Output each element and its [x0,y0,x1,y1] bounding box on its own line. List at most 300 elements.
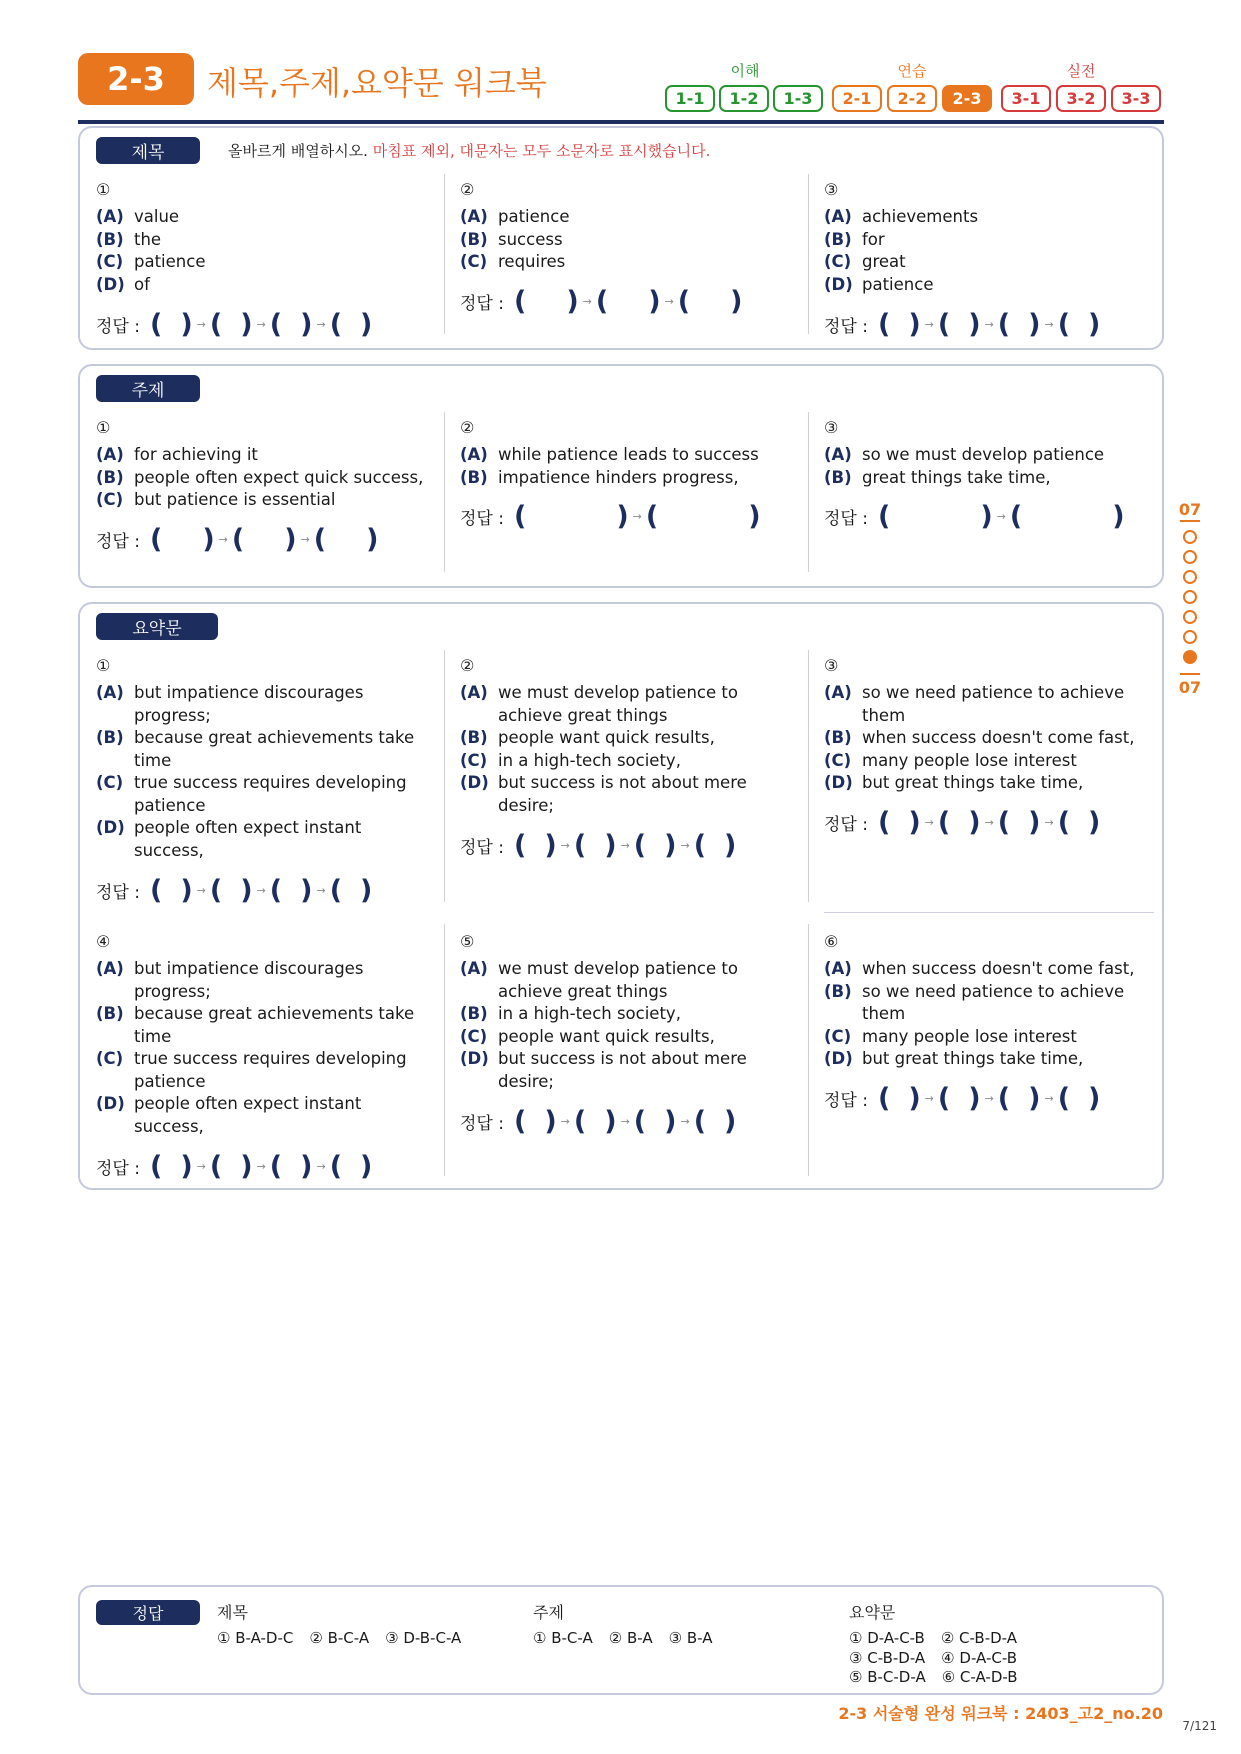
item-key: (D) [460,773,489,792]
answer-label: 정답 : [824,814,868,835]
paren-close: ) [180,1150,193,1182]
item-key: (A) [460,207,488,226]
paren-open: ( [877,1082,891,1114]
answer-item: ③ B-A [668,1629,713,1647]
paren-close: ) [1028,806,1041,838]
item-text: for [862,229,885,249]
level-tab-1-1[interactable]: 1-1 [665,85,715,112]
item-key: (A) [96,959,124,978]
paren-close: ) [566,285,579,317]
paren-close: ) [300,1150,313,1182]
question-topic-1 [96,418,426,578]
title-section [78,126,1164,350]
list-item [824,682,1154,727]
item-text: while patience leads to success [498,445,759,464]
paren-close: ) [240,1150,253,1182]
list-item [824,958,1154,981]
paren-open: ( [997,806,1011,838]
arrow-icon: → [984,815,994,829]
list-item [96,682,426,727]
paren-open: ( [937,1082,951,1114]
arrow-icon: → [1044,1091,1054,1105]
level-tab-1-3[interactable]: 1-3 [773,85,823,112]
list-item [460,1048,790,1093]
answer-item: ① D-A-C-B [849,1629,925,1647]
answer-item: ⑤ B-C-D-A [849,1668,926,1686]
column-divider [808,924,809,1176]
answer-key-topic [533,1600,728,1649]
question-topic-2 [460,418,790,578]
level-tab-1-2[interactable]: 1-2 [719,85,769,112]
paren-close: ) [360,308,373,340]
item-key: (A) [824,207,852,226]
item-text: true success requires developing patience [134,1049,407,1091]
arrow-icon: → [620,838,630,852]
arrow-icon: → [316,883,326,897]
answer-blank-row[interactable] [460,829,736,861]
arrow-icon: → [620,1114,630,1128]
list-item [824,1026,1154,1049]
list-item [96,206,426,229]
arrow-icon: → [196,1159,206,1173]
paren-close: ) [1088,806,1101,838]
list-item [460,958,790,1003]
list-item [824,1048,1154,1071]
paren-open: ( [1057,806,1071,838]
item-text: patience [134,252,206,271]
paren-close: ) [664,829,677,861]
answer-label: 정답 : [824,508,868,529]
paren-close: ) [1088,308,1101,340]
question-number: ② [460,180,475,199]
side-page-bottom: 07 [1178,678,1202,697]
item-key: (D) [824,1049,853,1068]
arrow-icon: → [316,1159,326,1173]
progress-dot-3[interactable] [1183,570,1197,584]
item-key: (C) [96,490,124,509]
paren-open: ( [1057,308,1071,340]
level-tab-3-2[interactable]: 3-2 [1056,85,1106,112]
question-summary-6 [824,932,1154,1182]
item-text: in a high-tech society, [498,1004,681,1023]
list-item [96,274,426,297]
item-text: patience [862,274,934,294]
list-item [460,750,790,773]
paren-open: ( [269,1150,283,1182]
answer-blank-row[interactable] [96,523,378,555]
item-key: (B) [824,728,852,747]
list-item [824,229,1154,252]
answer-blank-row[interactable] [460,285,742,317]
answer-item: ③ D-B-C-A [385,1629,462,1647]
item-text: in a high-tech society, [498,750,681,770]
question-number: ③ [824,656,839,675]
paren-open: ( [573,829,587,861]
item-key: (B) [460,229,488,249]
question-number: ① [96,180,111,199]
side-page-top: 07 [1178,500,1202,519]
list-item [824,727,1154,750]
question-number: ① [96,418,111,437]
summary-section [78,602,1164,1190]
arrow-icon: → [996,509,1006,523]
question-summary-1 [96,656,426,906]
item-key: (C) [460,750,488,770]
paren-close: ) [180,874,193,906]
answer-blank-row[interactable] [824,1082,1100,1114]
item-text: but success is not about mere desire; [498,1049,747,1091]
level-tab-2-2[interactable]: 2-2 [887,85,937,112]
paren-open: ( [269,874,283,906]
paren-open: ( [149,308,163,340]
item-text: but great things take time, [862,1049,1084,1068]
answer-label: 정답 : [96,531,140,552]
answer-item: ② B-C-A [309,1629,370,1647]
paren-open: ( [677,285,691,317]
paren-close: ) [908,308,921,340]
arrow-icon: → [680,1114,690,1128]
item-key: (C) [824,750,852,770]
arrow-icon: → [984,1091,994,1105]
item-key: (C) [824,252,852,271]
column-divider [444,412,445,572]
answer-item: ③ C-B-D-A [849,1648,926,1667]
list-item [460,772,790,817]
question-number: ⑤ [460,932,475,951]
item-text: so we need patience to achieve them [862,683,1125,725]
list-item [96,1003,426,1048]
level-label-practice: 연습 [897,62,927,80]
item-key: (B) [96,467,124,487]
row-divider [824,912,1154,913]
paren-close: ) [604,1105,617,1137]
question-number: ③ [824,418,839,437]
arrow-icon: → [984,317,994,331]
paren-close: ) [1028,308,1041,340]
item-text: impatience hinders progress, [498,467,739,487]
list-item [460,251,790,274]
paren-close: ) [544,829,557,861]
list-item [824,206,1154,229]
paren-close: ) [360,1150,373,1182]
paren-close: ) [724,829,737,861]
paren-close: ) [968,308,981,340]
paren-close: ) [300,874,313,906]
answer-blank-row[interactable] [460,500,761,532]
arrow-icon: → [560,838,570,852]
answer-label: 정답 : [460,293,504,314]
list-item [96,1048,426,1093]
item-key: (A) [824,959,852,978]
answer-label: 정답 : [824,1090,868,1111]
column-divider [808,650,809,902]
item-key: (B) [824,229,852,249]
item-key: (B) [96,1004,124,1023]
item-text: people often expect instant success, [134,1094,362,1136]
question-number: ③ [824,180,839,199]
item-text: for achieving it [134,445,258,464]
paren-open: ( [513,829,527,861]
instruction-note: 마침표 제외, 대문자는 모두 소문자로 표시했습니다. [367,142,711,160]
paren-open: ( [1009,500,1023,532]
column-divider [808,174,809,334]
item-key: (D) [96,818,125,837]
list-item [824,750,1154,773]
paren-open: ( [313,523,327,555]
answer-item: ① B-C-A [533,1629,593,1647]
item-key: (B) [460,1004,488,1023]
side-divider [1180,520,1200,522]
item-key: (A) [460,683,488,702]
arrow-icon: → [632,509,642,523]
item-key: (C) [96,773,124,792]
answer-label: 정답 : [460,508,504,529]
list-item [96,1093,426,1138]
paren-open: ( [513,1105,527,1137]
item-text: people want quick results, [498,1026,715,1046]
answer-label: 정답 : [96,882,140,903]
paren-close: ) [968,806,981,838]
paren-close: ) [908,1082,921,1114]
question-summary-5 [460,932,790,1182]
item-key: (D) [96,1094,125,1113]
progress-dot-7-active[interactable] [1183,650,1197,664]
item-text: achievements [862,207,979,226]
answer-blank-row[interactable] [460,1105,736,1137]
paren-close: ) [616,500,629,532]
question-number: ⑥ [824,932,839,951]
level-tab-2-1[interactable]: 2-1 [832,85,882,112]
answer-blank-row[interactable] [824,500,1125,532]
item-text: the [134,229,162,249]
paren-close: ) [604,829,617,861]
paren-open: ( [877,806,891,838]
arrow-icon: → [680,838,690,852]
answer-key [78,1585,1164,1695]
item-key: (C) [460,252,488,271]
progress-dot-2[interactable] [1183,550,1197,564]
level-tab-3-1[interactable]: 3-1 [1001,85,1051,112]
answer-key-label: 정답 [96,1600,200,1625]
paren-open: ( [269,308,283,340]
paren-open: ( [877,500,891,532]
item-text: value [134,207,180,226]
item-text: but patience is essential [134,490,336,509]
paren-close: ) [180,308,193,340]
paren-close: ) [544,1105,557,1137]
list-item [460,682,790,727]
list-item [96,489,426,512]
item-key: (B) [460,728,488,747]
item-key: (B) [96,229,124,249]
answer-key-title [217,1600,477,1649]
column-divider [444,924,445,1176]
list-item [460,229,790,252]
arrow-icon: → [316,317,326,331]
paren-close: ) [724,1105,737,1137]
answer-label: 정답 : [824,316,868,337]
item-key: (A) [824,445,852,464]
paren-close: ) [240,308,253,340]
list-item [96,817,426,862]
answer-blank-row[interactable] [96,1150,372,1182]
paren-open: ( [1057,1082,1071,1114]
item-text: requires [498,252,566,271]
progress-dot-4[interactable] [1183,590,1197,604]
item-key: (B) [96,728,124,747]
paren-close: ) [1112,500,1125,532]
answer-label: 정답 : [460,1113,504,1134]
progress-dot-1[interactable] [1183,530,1197,544]
item-key: (A) [96,683,124,702]
item-key: (A) [460,445,488,464]
item-key: (C) [824,1026,852,1046]
question-number: ② [460,656,475,675]
arrow-icon: → [218,532,228,546]
list-item [96,467,426,490]
item-text: we must develop patience to achieve great things [498,683,738,725]
instruction [228,140,710,161]
item-key: (D) [96,274,125,294]
item-text: but success is not about mere desire; [498,773,747,815]
arrow-icon: → [196,883,206,897]
paren-open: ( [693,1105,707,1137]
paren-open: ( [513,500,527,532]
level-label-real: 실전 [1066,62,1096,80]
list-item [824,467,1154,490]
progress-dot-5[interactable] [1183,610,1197,624]
item-text: people often expect quick success, [134,467,424,487]
item-key: (A) [824,683,852,702]
paren-close: ) [730,285,743,317]
paren-close: ) [748,500,761,532]
arrow-icon: → [924,1091,934,1105]
question-summary-2 [460,656,790,906]
page-number: 7/121 [1182,1719,1217,1733]
answer-item: ② B-A [608,1629,653,1647]
paren-close: ) [1088,1082,1101,1114]
item-key: (B) [824,981,852,1001]
answer-key-heading: 제목 [217,1603,248,1622]
answer-key-heading: 요약문 [849,1603,896,1622]
answer-key-heading: 주제 [533,1603,564,1622]
list-item [96,958,426,1003]
list-item [96,251,426,274]
answer-label: 정답 : [96,1158,140,1179]
item-text: because great achievements take time [134,728,415,770]
item-text: so we must develop patience [862,445,1105,464]
paren-open: ( [329,308,343,340]
arrow-icon: → [256,883,266,897]
instruction-main: 올바르게 배열하시오. [228,142,368,160]
arrow-icon: → [582,294,592,308]
paren-close: ) [240,874,253,906]
answer-blank-row[interactable] [824,308,1100,340]
answer-item: ⑥ C-A-D-B [941,1668,1018,1686]
arrow-icon: → [560,1114,570,1128]
question-number: ① [96,656,111,675]
item-key: (A) [96,445,124,464]
paren-open: ( [209,874,223,906]
item-text: success [498,229,563,249]
item-text: people often expect instant success, [134,818,362,860]
paren-close: ) [202,523,215,555]
paren-open: ( [997,1082,1011,1114]
question-title-3 [824,180,1154,340]
paren-open: ( [877,308,891,340]
list-item [460,206,790,229]
paren-close: ) [360,874,373,906]
item-text: of [134,274,150,294]
level-tab-2-3[interactable]: 2-3 [942,85,992,112]
level-tab-3-3[interactable]: 3-3 [1111,85,1161,112]
item-key: (A) [96,207,124,226]
item-text: but impatience discourages progress; [134,959,364,1001]
arrow-icon: → [924,815,934,829]
arrow-icon: → [300,532,310,546]
paren-open: ( [149,1150,163,1182]
answer-key-summary [849,1600,1034,1688]
section-label-summary: 요약문 [96,613,218,640]
list-item [96,727,426,772]
list-item [460,727,790,750]
answer-blank-row[interactable] [96,308,372,340]
list-item [96,772,426,817]
item-key: (B) [460,467,488,487]
paren-open: ( [633,829,647,861]
list-item [824,251,1154,274]
arrow-icon: → [924,317,934,331]
question-number: ② [460,418,475,437]
answer-label: 정답 : [96,316,140,337]
paren-open: ( [209,1150,223,1182]
item-text: when success doesn't come fast, [862,959,1135,978]
item-text: because great achievements take time [134,1004,415,1046]
paren-close: ) [908,806,921,838]
list-item [824,772,1154,795]
paren-open: ( [329,874,343,906]
topic-section [78,364,1164,588]
progress-dot-6[interactable] [1183,630,1197,644]
item-text: but great things take time, [862,773,1084,792]
arrow-icon: → [256,1159,266,1173]
paren-open: ( [209,308,223,340]
question-title-2 [460,180,790,340]
item-text: many people lose interest [862,750,1077,770]
paren-open: ( [149,874,163,906]
list-item [96,444,426,467]
paren-open: ( [693,829,707,861]
paren-close: ) [1028,1082,1041,1114]
list-item [460,1003,790,1026]
question-title-1 [96,180,426,340]
paren-open: ( [937,806,951,838]
answer-blank-row[interactable] [824,806,1100,838]
item-text: many people lose interest [862,1026,1077,1046]
list-item [96,229,426,252]
column-divider [444,650,445,902]
item-text: great things take time, [862,467,1051,487]
answer-blank-row[interactable] [96,874,372,906]
list-item [460,1026,790,1049]
list-item [824,981,1154,1026]
level-label-understand: 이해 [730,62,760,80]
column-divider [444,174,445,334]
paren-close: ) [284,523,297,555]
paren-open: ( [329,1150,343,1182]
paren-open: ( [573,1105,587,1137]
paren-close: ) [648,285,661,317]
